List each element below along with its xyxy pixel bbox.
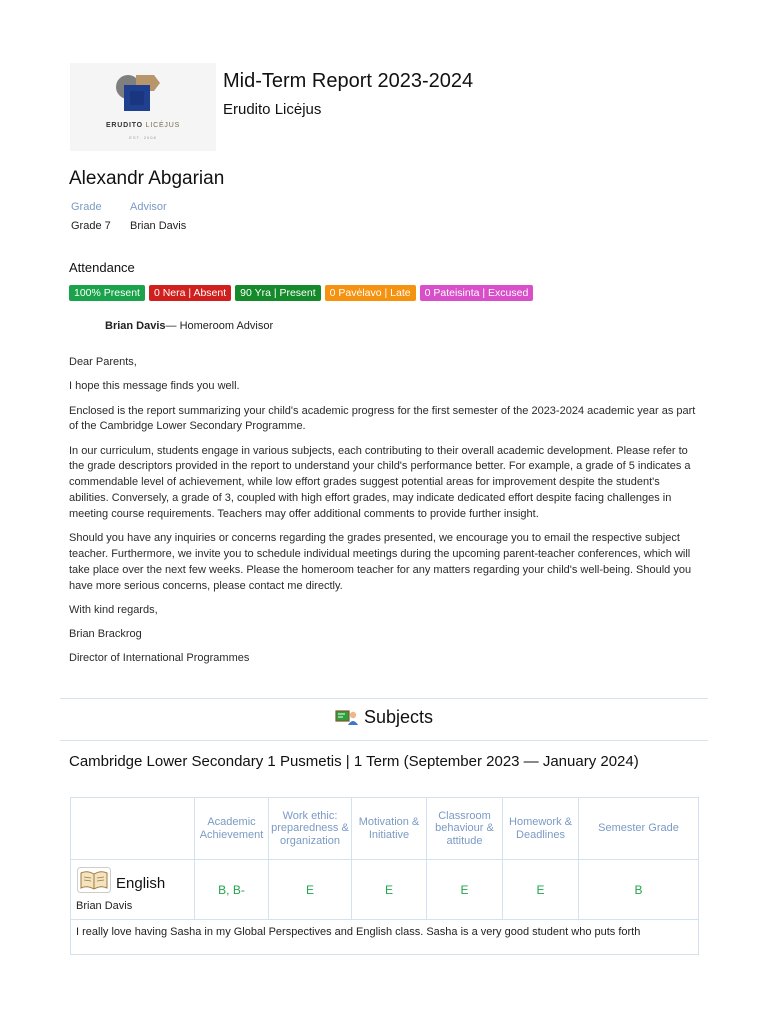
school-logo: [70, 63, 216, 151]
letter-paragraph: Should you have any inquiries or concerns regarding the grades presented, we encourage you to email the respective subject teacher. Furthermore, we invite you to schedule individual meetings during the upcoming parent-teacher conferences, which will take place over the next few weeks. Please the homeroom teacher for any matters regarding your child's well-being. Should you have more serious concerns, please contact me directly.: [69, 532, 692, 592]
subject-cell: [71, 860, 195, 920]
table-header: Semester Grade: [579, 798, 699, 860]
grade-cell: E: [503, 860, 579, 920]
attendance-badge-late: 0 Pavėlavo | Late: [325, 285, 416, 301]
programme-title: Cambridge Lower Secondary 1 Pusmetis | 1 Term (September 2023 — January 2024): [69, 753, 639, 770]
logo-subtext: EST. 2008: [129, 135, 157, 140]
advisor-signature-role: — Homeroom Advisor: [165, 320, 274, 332]
logo-emblem-icon: [114, 73, 170, 119]
divider: [60, 698, 708, 699]
letter-paragraph: I hope this message finds you well.: [69, 380, 240, 393]
teacher-comment: I really love having Sasha in my Global Perspectives and English class. Sasha is a very good student who puts forth: [71, 920, 699, 955]
advisor-value: Brian Davis: [130, 220, 187, 232]
logo-wordmark: [70, 122, 216, 129]
attendance-badge-excused: 0 Pateisinta | Excused: [420, 285, 534, 301]
grade-cell: E: [427, 860, 503, 920]
subjects-heading: [0, 707, 768, 731]
advisor-label: Advisor: [130, 201, 167, 213]
letter-paragraph: Enclosed is the report summarizing your child's academic progress for the first semester of the 2023-2024 academic year as part of the Cambridge Lower Secondary Programme.: [69, 404, 696, 433]
report-title: Mid-Term Report 2023-2024: [223, 70, 474, 92]
semester-grade-cell: B: [579, 860, 699, 920]
table-header: Motivation & Initiative: [352, 798, 427, 860]
attendance-badge-present-days: 90 Yra | Present: [235, 285, 321, 301]
grade-cell: E: [269, 860, 352, 920]
logo-text-bold: ERUDITO: [105, 122, 143, 129]
letter-paragraph: Director of International Programmes: [69, 652, 250, 665]
letter-paragraph: In our curriculum, students engage in various subjects, each contributing to their overall academic development. Please refer to the grade descriptors provided in the report to understand your child's performance better. For example, a grade of 5 indicates a commendable level of achievement, while low effort grades suggest potential areas for improvement despite the student's abilities. Conversely, a grade of 3, coupled with high effort grades, may indicate dedicated effort despite facing challenges in meeting course requirements. Teachers may offer additional comments to provide further insight.: [69, 444, 691, 520]
attendance-badges: [69, 285, 533, 301]
grade-value: Grade 7: [71, 220, 111, 232]
table-header-row: [71, 798, 699, 860]
grades-table: [70, 797, 699, 955]
subjects-heading-text: Subjects: [363, 707, 434, 727]
attendance-badge-present-percent: 100% Present: [69, 285, 145, 301]
table-row: [71, 860, 699, 920]
advisor-signature-line: [105, 320, 273, 332]
table-header: Work ethic: preparedness & organization: [269, 798, 352, 860]
table-header-subject: [71, 798, 195, 860]
table-header: Academic Achievement: [195, 798, 269, 860]
divider: [60, 740, 708, 741]
letter-paragraph: With kind regards,: [69, 603, 158, 616]
advisor-signature-name: Brian Davis: [105, 320, 166, 332]
grade-cell: E: [352, 860, 427, 920]
letter-paragraph: Dear Parents,: [69, 356, 137, 368]
letter-paragraph: Brian Brackrog: [69, 628, 142, 641]
table-row-comment: [71, 920, 699, 955]
attendance-title: Attendance: [69, 260, 135, 275]
letter-body: [69, 355, 701, 676]
grade-cell: B, B-: [195, 860, 269, 920]
attendance-badge-absent: 0 Nera | Absent: [149, 285, 231, 301]
grade-label: Grade: [71, 201, 102, 213]
open-book-icon: [77, 867, 111, 898]
table-header: Classroom behaviour & attitude: [427, 798, 503, 860]
logo-text-thin: LICĖJUS: [145, 122, 181, 129]
school-name: Erudito Licėjus: [223, 101, 322, 118]
subject-teacher: Brian Davis: [76, 900, 133, 912]
table-header: Homework & Deadlines: [503, 798, 579, 860]
teacher-board-icon: [335, 708, 359, 731]
student-name: Alexandr Abgarian: [69, 168, 225, 189]
subject-name: English: [116, 875, 166, 892]
